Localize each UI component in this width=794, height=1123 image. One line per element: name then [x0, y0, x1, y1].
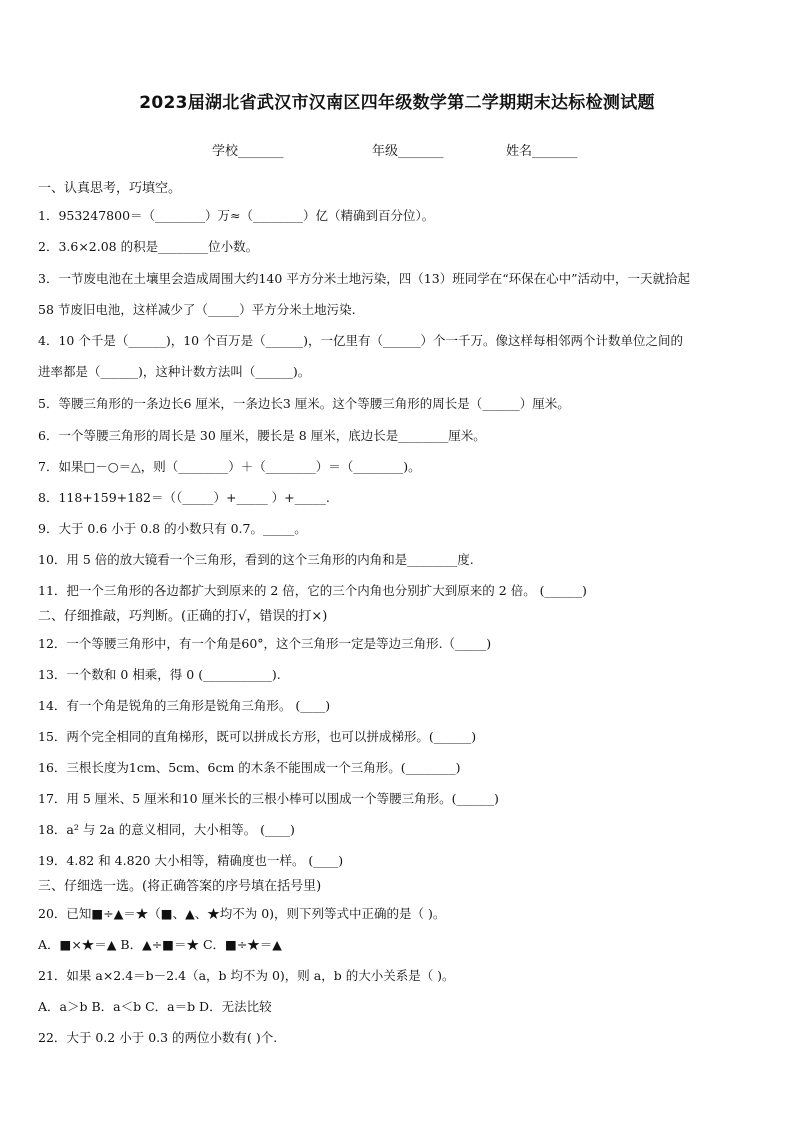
question-20: 20．已知■÷▲＝★（■、▲、★均不为 0)，则下列等式中正确的是（ )。 [38, 906, 446, 921]
question-21: 21．如果 a×2.4＝b－2.4（a，b 均不为 0)，则 a，b 的大小关系是（ )。 [38, 968, 455, 983]
section-heading-fill-blank: 一、认真思考，巧填空。 [38, 181, 182, 196]
question-6: 6．一个等腰三角形的周长是 30 厘米，腰长是 8 厘米，底边长是________厘米。 [38, 428, 486, 443]
question-12: 12．一个等腰三角形中，有一个角是60°，这个三角形一定是等边三角形.（_____) [38, 636, 492, 651]
question-3-line-2: 58 节废旧电池，这样减少了（_____）平方分米土地污染. [38, 302, 356, 317]
question-7: 7．如果□－○＝△，则（________）＋（________）＝（________)。 [38, 459, 421, 474]
question-11: 11．把一个三角形的各边都扩大到原来的 2 倍，它的三个内角也分别扩大到原来的 2 倍。 (______) [38, 583, 587, 598]
section-heading-true-false: 二、仔细推敲，巧判断。(正确的打√，错误的打×) [38, 609, 328, 624]
grade-field: 年级_______ [372, 144, 444, 159]
school-field: 学校_______ [212, 144, 284, 159]
question-19: 19．4.82 和 4.820 大小相等，精确度也一样。 (____) [38, 853, 344, 868]
question-22: 22．大于 0.2 小于 0.3 的两位小数有( )个. [38, 1030, 278, 1045]
question-2: 2．3.6×2.08 的积是________位小数。 [38, 239, 259, 254]
section-heading-multiple-choice: 三、仔细选一选。(将正确答案的序号填在括号里) [38, 879, 322, 894]
question-20-options: A．■×★＝▲ B．▲÷■＝★ C．■÷★＝▲ [38, 937, 282, 952]
question-21-options: A．a＞b B．a＜b C．a＝b D．无法比较 [38, 999, 272, 1014]
question-18: 18．a² 与 2a 的意义相同，大小相等。 (____) [38, 822, 295, 837]
question-9: 9．大于 0.6 小于 0.8 的小数只有 0.7。_____。 [38, 521, 307, 536]
question-16: 16．三根长度为1cm、5cm、6cm 的木条不能围成一个三角形。(________) [38, 760, 461, 775]
name-field: 姓名_______ [506, 144, 578, 159]
question-5: 5．等腰三角形的一条边长6 厘米，一条边长3 厘米。这个等腰三角形的周长是（______）厘米。 [38, 396, 570, 411]
question-15: 15．两个完全相同的直角梯形，既可以拼成长方形，也可以拼成梯形。(______) [38, 729, 477, 744]
question-14: 14．有一个角是锐角的三角形是锐角三角形。 (____) [38, 698, 331, 713]
question-3-line-1: 3．一节废电池在土壤里会造成周围大约140 平方分米土地污染，四（13）班同学在“环保在心中”活动中，一天就拾起 [38, 271, 690, 286]
question-8: 8．118+159+182＝（（_____）+_____ ）+_____. [38, 490, 330, 505]
question-13: 13．一个数和 0 相乘，得 0 (___________). [38, 667, 281, 682]
question-17: 17．用 5 厘米、5 厘米和10 厘米长的三根小棒可以围成一个等腰三角形。(______) [38, 791, 499, 806]
question-4-line-1: 4．10 个千是（______)，10 个百万是（______)，一亿里有（______）个一千万。像这样每相邻两个计数单位之间的 [38, 333, 683, 348]
question-1: 1．953247800＝（________）万≈（________）亿（精确到百分位）。 [38, 208, 435, 223]
question-10: 10．用 5 倍的放大镜看一个三角形，看到的这个三角形的内角和是________度. [38, 552, 474, 567]
page-title: 2023届湖北省武汉市汉南区四年级数学第二学期期末达标检测试题 [139, 93, 655, 113]
question-4-line-2: 进率都是（______)，这种计数方法叫（______)。 [38, 364, 311, 379]
